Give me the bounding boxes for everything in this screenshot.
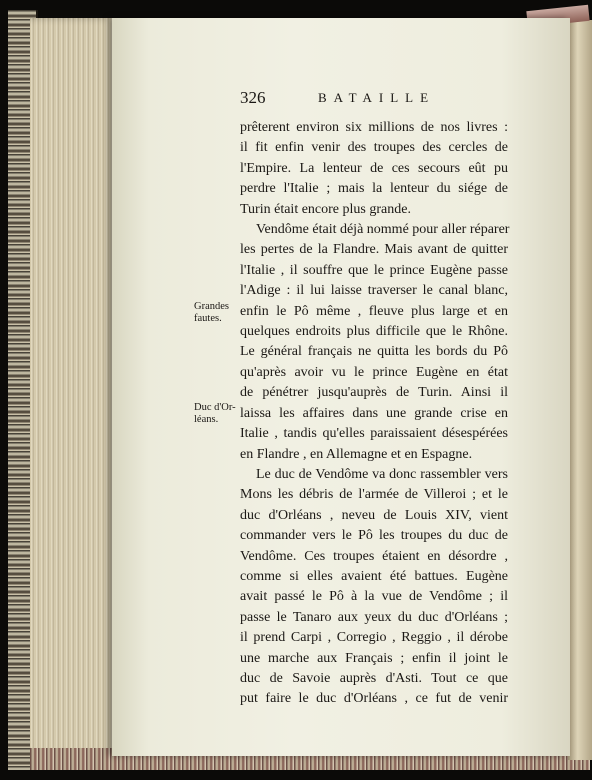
text-line: il fit enfin venir des troupes des cercles de [240,140,508,156]
text-line: Le duc de Vendôme va donc rassembler vers [256,466,508,482]
text-line: duc d'Orléans , neveu de Louis XIV, vient [240,507,508,523]
page-header [240,88,505,110]
text-line: qu'après avoir vu le prince Eugène en état [240,364,508,380]
marginal-note-line: Duc d'Or- [194,402,236,413]
body-text [240,118,508,710]
marginal-note [194,402,242,426]
text-line: put faire le duc d'Orléans , ce fut de venir [240,691,508,707]
text-line: les pertes de la Flandre. Mais avant de quitter [240,242,508,258]
text-line: comme si elles avaient été battues. Eugène [240,568,508,584]
text-line: Italie , tandis qu'elles paraissaient désespérées [240,426,508,442]
marginal-note-line: Grandes [194,301,229,312]
text-line: en Flandre , en Allemagne et en Espagne. [240,446,473,462]
text-line: avait passé le Pô à la vue de Vendôme ; il [240,589,508,605]
text-line: Vendôme était déjà nommé pour aller réparer [256,222,510,238]
text-line: de pénétrer jusqu'auprès de Turin. Ainsi il [240,385,508,401]
text-line: duc de Savoie auprès d'Asti. Tout ce que [240,670,508,686]
text-line: une marche aux Français ; enfin il joint le [240,650,508,666]
marginal-note-line: léans. [194,414,219,425]
text-line: quelques endroits plus difficile que le Rhône. [240,324,508,340]
text-line: Turin était encore plus grande. [240,201,411,217]
marginal-note-line: fautes. [194,313,222,324]
text-line: commander vers le Pô les troupes du duc de [240,528,508,544]
page-edges-stack [30,18,120,758]
text-line: l'Italie , il souffre que le prince Eugène passe [240,262,508,278]
text-line: l'Adige : il lui laisse traverser le canal blanc, [240,283,508,299]
running-head: BATAILLE [318,90,436,105]
text-line: l'Empire. La lenteur de ces secours eût pu [240,160,508,176]
marginal-note [194,301,242,325]
text-line: perdre l'Italie ; mais la lenteur du siége de [240,181,508,197]
text-line: passe le Tanaro aux yeux du duc d'Orléans ; [240,609,508,625]
text-line: Le général français ne quitta les bords du Pô [240,344,508,360]
text-line: Vendôme. Ces troupes étaient en désordre , [240,548,508,564]
text-line: prêterent environ six millions de nos livres : [240,120,508,135]
right-page-edge [568,20,592,760]
text-line: enfin le Pô même , fleuve plus large et en [240,303,508,319]
text-line: laissa les affaires dans une grande crise en [240,405,508,421]
page-number: 326 [240,88,266,107]
text-line: il prend Carpi , Corregio , Reggio , il dérobe [240,630,508,646]
text-line: Mons les débris de l'armée de Villeroi ; et le [240,487,508,503]
